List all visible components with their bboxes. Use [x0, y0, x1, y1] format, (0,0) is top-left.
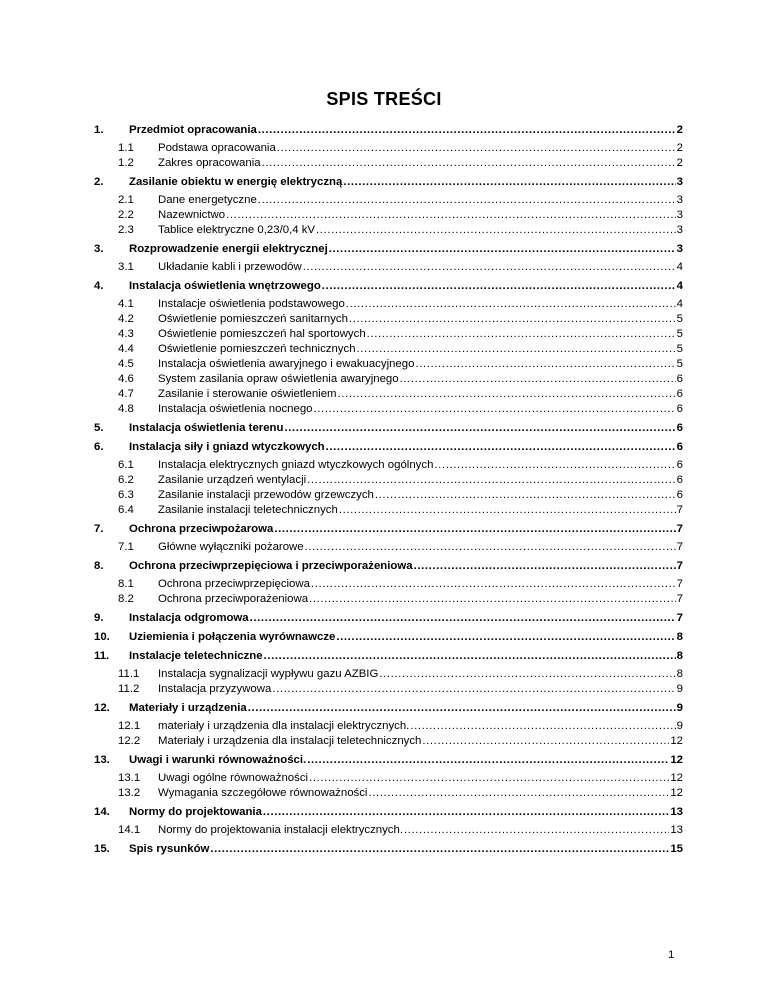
- toc-title: Normy do projektowania: [129, 806, 262, 818]
- toc-page-number: 13: [670, 806, 683, 818]
- toc-page-number: 9: [676, 702, 683, 714]
- toc-page-number: 2: [676, 142, 683, 154]
- toc-number: 12.: [94, 702, 110, 714]
- toc-page-number: 6: [676, 373, 683, 385]
- toc-page-number: 9: [676, 720, 683, 732]
- toc-leader-dots: [379, 667, 675, 681]
- toc-leader-dots: [357, 342, 676, 356]
- toc-number: 4.1: [118, 298, 134, 310]
- toc-number: 9.: [94, 612, 104, 624]
- toc-section: [94, 440, 683, 454]
- toc-title: Instalacja oświetlenia terenu: [129, 422, 284, 434]
- toc-leader-dots: [303, 260, 676, 274]
- toc-title: Zasilanie i sterowanie oświetleniem: [158, 388, 337, 400]
- toc-subsection: [118, 223, 683, 237]
- toc-section: [94, 805, 683, 819]
- toc-subsection: [118, 193, 683, 207]
- toc-number: 14.: [94, 806, 110, 818]
- toc-page-number: 8: [676, 631, 683, 643]
- toc-title: Podstawa opracowania: [158, 142, 276, 154]
- toc-page-number: 7: [676, 560, 683, 572]
- toc-page-number: 6: [676, 403, 683, 415]
- toc-title: Ochrona przeciwpożarowa: [129, 523, 274, 535]
- toc-section: [94, 123, 683, 137]
- toc-leader-dots: [309, 592, 676, 606]
- toc-page-number: 2: [676, 124, 683, 136]
- toc-title: System zasilania opraw oświetlenia awaryjnego: [158, 373, 399, 385]
- toc-subsection: [118, 771, 683, 785]
- toc-page-number: 6: [676, 489, 683, 501]
- toc-page-number: 5: [676, 358, 683, 370]
- toc-leader-dots: [368, 786, 669, 800]
- toc-title: Ochrona przeciwporażeniowa: [158, 593, 309, 605]
- toc-title: Uwagi i warunki równoważności.: [129, 754, 307, 766]
- toc-section: [94, 175, 683, 189]
- toc-leader-dots: [314, 402, 676, 416]
- toc-section: [94, 630, 683, 644]
- toc-subsection: [118, 458, 683, 472]
- toc-title: Zasilanie obiektu w energię elektryczną: [129, 176, 343, 188]
- toc-section: [94, 559, 683, 573]
- toc-subsection: [118, 342, 683, 356]
- toc-number: 11.: [94, 650, 110, 662]
- toc-number: 2.2: [118, 209, 134, 221]
- toc-number: 11.1: [118, 668, 140, 680]
- toc-page-number: 8: [676, 668, 683, 680]
- toc-page-number: 3: [676, 224, 683, 236]
- toc-page-number: 4: [676, 298, 683, 310]
- toc-page-number: 6: [676, 474, 683, 486]
- toc-page-number: 7: [676, 612, 683, 624]
- toc-subsection: [118, 488, 683, 502]
- toc-leader-dots: [322, 279, 676, 293]
- toc-subsection: [118, 372, 683, 386]
- toc-number: 7.: [94, 523, 104, 535]
- toc-title: Ochrona przeciwprzepięciowa i przeciwporażeniowa: [129, 560, 413, 572]
- toc-page-number: 4: [676, 280, 683, 292]
- toc-title: Materiały i urządzenia: [129, 702, 247, 714]
- toc-leader-dots: [415, 357, 675, 371]
- toc-leader-dots: [274, 522, 675, 536]
- toc-section: [94, 279, 683, 293]
- toc-leader-dots: [258, 123, 676, 137]
- page-number: 1: [668, 949, 675, 961]
- toc-page-number: 5: [676, 343, 683, 355]
- toc-number: 1.1: [118, 142, 134, 154]
- toc-title: Instalacja sygnalizacji wypływu gazu AZBIG: [158, 668, 379, 680]
- toc-number: 4.3: [118, 328, 134, 340]
- toc-leader-dots: [326, 440, 676, 454]
- toc-leader-dots: [404, 823, 669, 837]
- toc-title: Wymagania szczegółowe równoważności: [158, 787, 368, 799]
- toc-leader-dots: [375, 488, 676, 502]
- toc-subsection: [118, 387, 683, 401]
- toc-number: 3.1: [118, 261, 134, 273]
- toc-number: 12.1: [118, 720, 141, 732]
- toc-title: Przedmiot opracowania: [129, 124, 257, 136]
- toc-number: 4.6: [118, 373, 134, 385]
- toc-page-number: 7: [676, 523, 683, 535]
- toc-leader-dots: [367, 327, 676, 341]
- toc-number: 13.: [94, 754, 110, 766]
- toc-title: materiały i urządzenia dla instalacji elektrycznych.: [158, 720, 410, 732]
- toc-leader-dots: [329, 242, 676, 256]
- toc-title: Normy do projektowania instalacji elektrycznych.: [158, 824, 403, 836]
- toc-leader-dots: [226, 208, 676, 222]
- toc-page-number: 6: [676, 388, 683, 400]
- toc-subsection: [118, 260, 683, 274]
- toc-page-number: 2: [676, 157, 683, 169]
- toc-number: 14.1: [118, 824, 141, 836]
- toc-title: Instalacja oświetlenia awaryjnego i ewakuacyjnego: [158, 358, 415, 370]
- toc-section: [94, 842, 683, 856]
- toc-page-number: 5: [676, 328, 683, 340]
- toc-subsection: [118, 141, 683, 155]
- toc-page-number: 3: [676, 243, 683, 255]
- toc-number: 12.2: [118, 735, 141, 747]
- toc-number: 1.: [94, 124, 104, 136]
- toc-number: 6.4: [118, 504, 134, 516]
- toc-leader-dots: [311, 577, 676, 591]
- toc-subsection: [118, 208, 683, 222]
- toc-leader-dots: [284, 421, 675, 435]
- toc-title: Instalacja odgromowa: [129, 612, 249, 624]
- toc-page-number: 5: [676, 313, 683, 325]
- toc-title: Instalacja elektrycznych gniazd wtyczkowych ogólnych: [158, 459, 434, 471]
- toc-number: 6.3: [118, 489, 134, 501]
- toc-page-number: 7: [676, 504, 683, 516]
- toc-subsection: [118, 734, 683, 748]
- toc-number: 11.2: [118, 683, 140, 695]
- toc-subsection: [118, 312, 683, 326]
- toc-page-number: 9: [676, 683, 683, 695]
- toc-leader-dots: [277, 141, 676, 155]
- toc-subsection: [118, 682, 683, 696]
- toc-leader-dots: [305, 540, 676, 554]
- toc-page-number: 13: [670, 824, 683, 836]
- toc-leader-dots: [307, 753, 669, 767]
- toc-leader-dots: [316, 223, 676, 237]
- toc-subsection: [118, 156, 683, 170]
- toc-section: [94, 242, 683, 256]
- toc-title: Układanie kabli i przewodów: [158, 261, 302, 273]
- toc-title: Instalacja oświetlenia wnętrzowego: [129, 280, 321, 292]
- toc-leader-dots: [336, 630, 675, 644]
- toc-page-number: 7: [676, 578, 683, 590]
- toc-section: [94, 701, 683, 715]
- toc-page-number: 6: [676, 441, 683, 453]
- toc-page-number: 7: [676, 593, 683, 605]
- toc-subsection: [118, 540, 683, 554]
- toc-number: 2.1: [118, 194, 134, 206]
- toc-leader-dots: [250, 611, 676, 625]
- toc-section: [94, 649, 683, 663]
- toc-number: 4.5: [118, 358, 134, 370]
- toc-number: 13.1: [118, 772, 141, 784]
- toc-leader-dots: [400, 372, 676, 386]
- toc-subsection: [118, 357, 683, 371]
- toc-leader-dots: [346, 297, 676, 311]
- toc-number: 13.2: [118, 787, 141, 799]
- toc-subsection: [118, 503, 683, 517]
- toc-number: 4.2: [118, 313, 134, 325]
- toc-number: 5.: [94, 422, 104, 434]
- toc-number: 1.2: [118, 157, 134, 169]
- toc-subsection: [118, 402, 683, 416]
- toc-page-number: 6: [676, 422, 683, 434]
- toc-leader-dots: [263, 805, 669, 819]
- toc-title: Spis rysunków: [129, 843, 210, 855]
- toc-page-number: 3: [676, 209, 683, 221]
- toc-title: Oświetlenie pomieszczeń hal sportowych: [158, 328, 366, 340]
- toc-section: [94, 421, 683, 435]
- toc-page-number: 3: [676, 194, 683, 206]
- toc-leader-dots: [309, 771, 669, 785]
- toc-leader-dots: [422, 734, 669, 748]
- toc-title: Instalacje teletechniczne: [129, 650, 263, 662]
- toc-subsection: [118, 592, 683, 606]
- toc-page-number: 12: [670, 772, 683, 784]
- toc-section: [94, 753, 683, 767]
- toc-number: 6.2: [118, 474, 134, 486]
- toc-title: Ochrona przeciwprzepięciowa: [158, 578, 310, 590]
- toc-title: Uziemienia i połączenia wyrównawcze: [129, 631, 336, 643]
- toc-title: Oświetlenie pomieszczeń sanitarnych: [158, 313, 348, 325]
- toc-title: Zasilanie instalacji teletechnicznych: [158, 504, 338, 516]
- toc-section: [94, 611, 683, 625]
- toc-subsection: [118, 719, 683, 733]
- toc-title: Nazewnictwo: [158, 209, 226, 221]
- toc-leader-dots: [210, 842, 669, 856]
- toc-subsection: [118, 823, 683, 837]
- toc-title: Instalacja siły i gniazd wtyczkowych: [129, 441, 325, 453]
- toc-subsection: [118, 327, 683, 341]
- toc-subsection: [118, 667, 683, 681]
- toc-page-number: 12: [670, 735, 683, 747]
- page-title: SPIS TREŚCI: [326, 89, 442, 109]
- toc-number: 10.: [94, 631, 110, 643]
- toc-number: 15.: [94, 843, 110, 855]
- toc-number: 6.: [94, 441, 104, 453]
- toc-number: 2.3: [118, 224, 134, 236]
- toc-title: Zasilanie instalacji przewodów grzewczych: [158, 489, 374, 501]
- toc-leader-dots: [307, 473, 676, 487]
- toc-number: 4.7: [118, 388, 134, 400]
- toc-title: Główne wyłączniki pożarowe: [158, 541, 304, 553]
- toc-leader-dots: [410, 719, 675, 733]
- toc-number: 2.: [94, 176, 104, 188]
- toc-title: Instalacja przyzywowa: [158, 683, 272, 695]
- toc-leader-dots: [434, 458, 675, 472]
- toc-title: Materiały i urządzenia dla instalacji teletechnicznych: [158, 735, 422, 747]
- toc-leader-dots: [248, 701, 676, 715]
- toc-page-number: 4: [676, 261, 683, 273]
- toc-leader-dots: [343, 175, 675, 189]
- toc-page-number: 15: [670, 843, 683, 855]
- toc-subsection: [118, 786, 683, 800]
- toc-number: 4.4: [118, 343, 134, 355]
- toc-number: 6.1: [118, 459, 134, 471]
- toc-number: 8.: [94, 560, 104, 572]
- toc-subsection: [118, 297, 683, 311]
- toc-title: Instalacje oświetlenia podstawowego: [158, 298, 345, 310]
- toc-number: 4.8: [118, 403, 134, 415]
- toc-page-number: 12: [670, 754, 683, 766]
- toc-subsection: [118, 473, 683, 487]
- toc-page-number: 8: [676, 650, 683, 662]
- toc-title: Uwagi ogólne równoważności: [158, 772, 309, 784]
- toc-number: 8.1: [118, 578, 134, 590]
- toc-subsection: [118, 577, 683, 591]
- toc-leader-dots: [349, 312, 676, 326]
- toc-title: Zakres opracowania: [158, 157, 261, 169]
- toc-leader-dots: [262, 156, 676, 170]
- toc-section: [94, 522, 683, 536]
- toc-page-number: 12: [670, 787, 683, 799]
- toc-leader-dots: [258, 193, 676, 207]
- toc-leader-dots: [264, 649, 676, 663]
- toc-title: Instalacja oświetlenia nocnego: [158, 403, 313, 415]
- toc-number: 8.2: [118, 593, 134, 605]
- toc-title: Rozprowadzenie energii elektrycznej: [129, 243, 328, 255]
- toc-leader-dots: [414, 559, 676, 573]
- toc-leader-dots: [339, 503, 676, 517]
- toc-title: Dane energetyczne: [158, 194, 257, 206]
- toc-leader-dots: [272, 682, 675, 696]
- toc-number: 7.1: [118, 541, 134, 553]
- toc-page-number: 7: [676, 541, 683, 553]
- toc-title: Tablice elektryczne 0,23/0,4 kV: [158, 224, 316, 236]
- toc-number: 3.: [94, 243, 104, 255]
- toc-number: 4.: [94, 280, 104, 292]
- toc-page-number: 6: [676, 459, 683, 471]
- toc-title: Zasilanie urządzeń wentylacji: [158, 474, 307, 486]
- toc-title: Oświetlenie pomieszczeń technicznych: [158, 343, 356, 355]
- toc-page-number: 3: [676, 176, 683, 188]
- toc-leader-dots: [338, 387, 676, 401]
